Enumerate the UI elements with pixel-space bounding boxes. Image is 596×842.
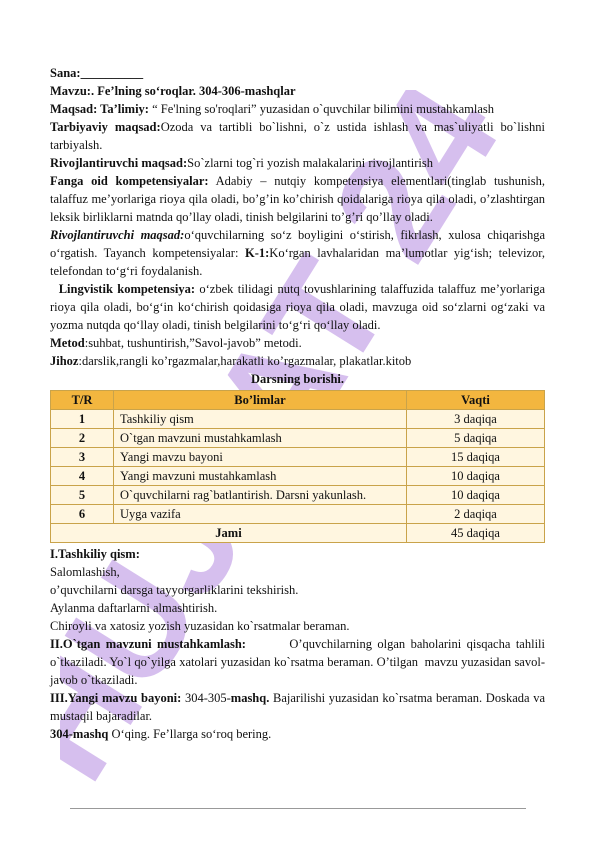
educational-goal: Tarbiyaviy maqsad:Ozoda va tartibli bo`lishni, o`z ustida ishlash va mas`uliyatli bo`lishni tarbiyalsh. [50,120,545,152]
developing-goal: Rivojlantiruvchi maqsad:So`zlarni tog`ri yozish malakalarini rivojlantirish [50,156,433,170]
table-row: 1 Tashkiliy qism 3 daqiqa [51,410,545,429]
goal-line: Maqsad: Ta’limiy: “ Fe'lning so'roqlari” yuzasidan o`quvchilar bilimini mustahkamlash [50,102,495,116]
table-row: 6 Uyga vazifa 2 daqiqa [51,505,545,524]
section-1-title: I.Tashkiliy qism: [50,547,140,561]
equipment-line: Jihoz:darslik,rangli ko’rgazmalar,harakatli ko’rgazmalar, plakatlar.kitob [50,354,412,368]
footer-divider [70,808,526,809]
section-1-line: Salomlashish, [50,565,120,579]
table-row: 2 O`tgan mavzuni mustahkamlash 5 daqiqa [51,429,545,448]
topic-line: Mavzu:. Fe’lning so‘roqlar. 304-306-mashqlar [50,84,296,98]
watermark-text: 24 [300,90,531,287]
subject-competencies: Fanga oid kompetensiyalar: Adabiy – nutqiy kompetensiya elementlari(tinglab tushunish, talaffuz me’yorlariga rioya qila oladi, bo’g’in ko’chirish qoidalariga rioya qila oladi, o’zlashtirgan leksik birliklarni matnda qo’llay oladi, tinish belgilarini to’g’ri qo’llay oladi. [50,174,545,224]
header-sections: Bo’limlar [114,391,407,410]
table-row: 3 Yangi mavzu bayoni 15 daqiqa [51,448,545,467]
section-1-line: Chiroyli va xatosiz yozish yuzasidan ko`rsatmalar beraman. [50,619,350,633]
developing-goal-2: Rivojlantiruvchi maqsad:o‘quvchilarning so‘z boyligini o‘stirish, fikrlash, xulosa chiqarishga o‘rgatish. Tayanch kompetensiyalar: K-1:Ko‘rgan lavhalaridan ma’lumotlar yig‘ish; televizor, telefondan to‘g‘ri foydalanish. [50,228,545,278]
section-2: II.O`tgan mavzuni mustahkamlash: O’quvchilarning olgan baholarini qisqacha tahlili o`tkaziladi. Yo`l qo`yilga xatolari yuzasidan ko`rsatma beraman. O’tilgan mavzu yuzasidan savol-javob o`tkaziladi. [50,637,549,687]
method-line: Metod:suhbat, tushuntirish,”Savol-javob” metodi. [50,336,302,350]
table-total-row: Jami 45 daqiqa [51,524,545,543]
header-tr: T/R [51,391,114,410]
table-row: 5 O`quvchilarni rag`batlantirish. Darsni yakunlash. 10 daqiqa [51,486,545,505]
section-1-line: Aylanma daftarlarni almashtirish. [50,601,218,615]
table-row: 4 Yangi mavzuni mustahkamlash 10 daqiqa [51,467,545,486]
lesson-flow-title: Darsning borishi. [250,372,345,386]
exercise-304: 304-mashq O‘qing. Fe’llarga so‘roq bering. [50,727,272,741]
header-time: Vaqti [407,391,545,410]
lesson-table [50,390,545,543]
date-line: Sana:__________ [50,66,144,80]
section-1-line: o’quvchilarni darsga tayyorgarliklarini tekshirish. [50,583,299,597]
section-3: III.Yangi mavzu bayoni: 304-305-mashq. Bajarilishi yuzasidan ko`rsatma beraman. Doskada va mustaqil bajaradilar. [50,691,545,723]
lesson-plan [50,64,549,743]
linguistic-competence: Lingvistik kompetensiya: o‘zbek tilidagi nutq tovushlarining talaffuzida talaffuz me’yorlariga rioya qila oladi, bo‘g‘in ko‘chirish qoidasiga rioya qila oladi, mavzuga oid so‘zlarni og‘zaki va yozma nutqda qo‘llay oladi, tinish belgilarini to‘g‘ri qo‘llay oladi. [50,282,546,332]
table-header-row [51,391,545,410]
